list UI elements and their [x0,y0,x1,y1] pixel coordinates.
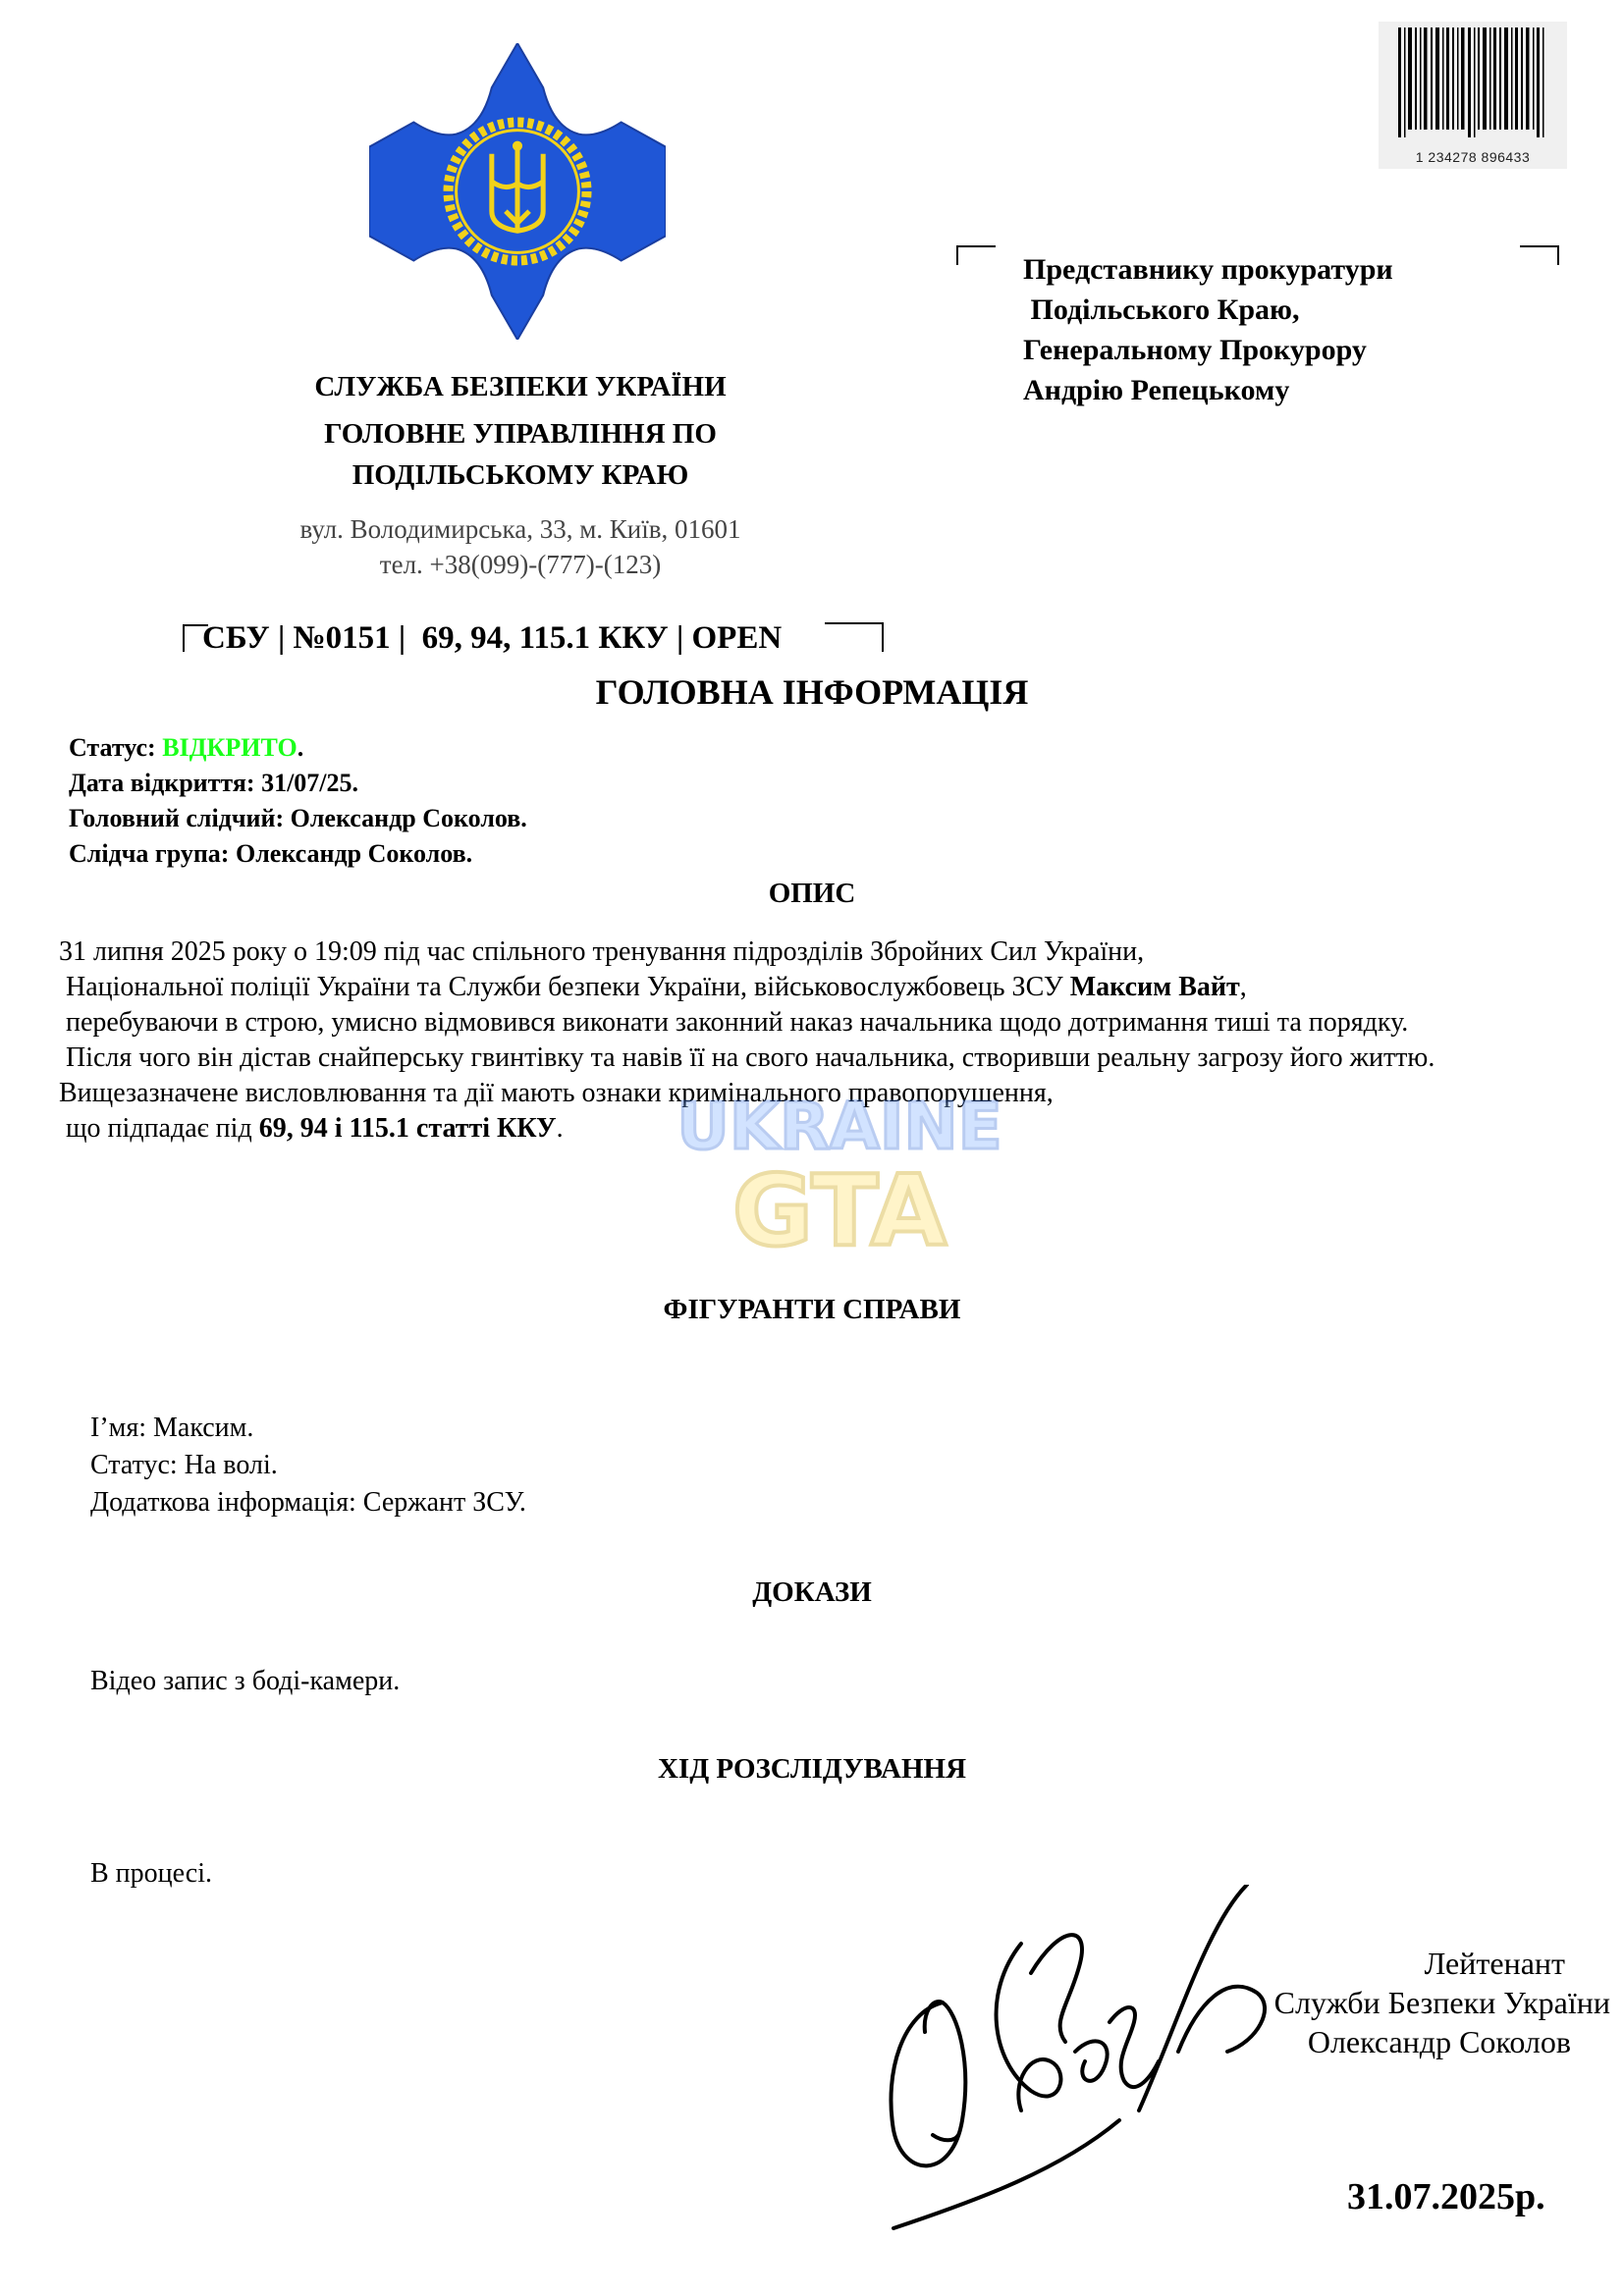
barcode-digits: 1 234278 896433 [1415,149,1531,165]
status-label: Статус: [69,733,163,762]
barcode-bars-icon [1379,27,1567,145]
description-line [59,970,1620,1005]
evidence-text: Відео запис з боді-камери. [90,1666,401,1696]
signature-date: 31.07.2025р. [1347,2176,1545,2217]
recipient-bracket-left [956,245,996,265]
sbu-emblem-icon [369,43,666,340]
description-line2-post: , [1239,972,1247,1002]
recipient-block [1023,249,1573,410]
evidence-title: ДОКАЗИ [752,1576,872,1608]
signer-organization: Служби Безпеки України [1273,1985,1610,2020]
agency-phone: тел. +38(099)-(777)-(123) [379,550,662,579]
directorate-line1: ГОЛОВНЕ УПРАВЛІННЯ ПО [324,418,717,450]
figurant-status: Статус: На волі. [90,1450,278,1480]
progress-title: ХІД РОЗСЛІДУВАННЯ [657,1753,967,1785]
description-title: ОПИС [768,878,856,909]
description-line6-pre: що підпадає під [59,1113,259,1144]
reference-bracket-right [825,622,884,652]
investigation-group-line: Слідча група: Олександр Соколов. [69,839,473,868]
signature-mark [864,1885,1276,2238]
status-value: ВІДКРИТО [162,733,298,762]
description-line: Вищезазначене висловлювання та дії мають ознаки кримінального правопорушення, [59,1078,1054,1108]
status-block [69,730,527,872]
figurants-title: ФІГУРАНТИ СПРАВИ [663,1294,961,1325]
description-line6-post: . [556,1113,564,1144]
directorate-line2: ПОДІЛЬСЬКОМУ КРАЮ [352,459,689,491]
description-line2-pre: Національної поліції України та Служби безпеки України, військовослужбовець ЗСУ [59,972,1070,1002]
main-title: ГОЛОВНА ІНФОРМАЦІЯ [595,672,1029,712]
signer-rank: Лейтенант [1424,1946,1565,1981]
suspect-name: Максим Вайт [1069,972,1240,1002]
progress-text: В процесі. [90,1858,212,1889]
figurant-extra-info: Додаткова інформація: Сержант ЗСУ. [90,1487,526,1518]
watermark-line1: UKRAINE [677,1089,1002,1164]
recipient-line: Генеральному Прокурору [1023,334,1367,366]
watermark-line2: GTA [731,1153,947,1266]
description-line: перебуваючи в строю, умисно відмовився виконати законний наказ начальника щодо дотримання тиші та порядку. [59,1007,1409,1038]
recipient-line: Представнику прокуратури [1023,253,1393,286]
recipient-line: Подільського Краю, [1023,294,1300,326]
ukraine-gta-watermark-logo [619,1080,1060,1266]
status-suffix: . [297,733,304,762]
legal-articles: 69, 94 і 115.1 статті ККУ [258,1113,557,1144]
recipient-line: Андрію Репецькому [1023,374,1290,406]
barcode [1379,22,1567,169]
description-line: 31 липня 2025 року о 19:09 під час спільного тренування підрозділів Збройних Сил України, [59,936,1145,967]
status-line [69,730,527,766]
signer-block [1159,1944,1610,2061]
lead-investigator-line: Головний слідчий: Олександр Соколов. [69,804,527,832]
signer-name: Олександр Соколов [1307,2024,1571,2059]
agency-address: вул. Володимирська, 33, м. Київ, 01601 [299,514,741,544]
agency-name: СЛУЖБА БЕЗПЕКИ УКРАЇНИ [314,371,727,402]
description-line: Після чого він дістав снайперську гвинтівку та навів її на свого начальника, створивши реальну загрозу його життю. [59,1042,1435,1073]
opened-date-line: Дата відкриття: 31/07/25. [69,769,359,797]
case-reference: СБУ | №0151 | 69, 94, 115.1 ККУ | OPEN [202,620,783,656]
figurant-name: І’мя: Максим. [90,1413,254,1443]
